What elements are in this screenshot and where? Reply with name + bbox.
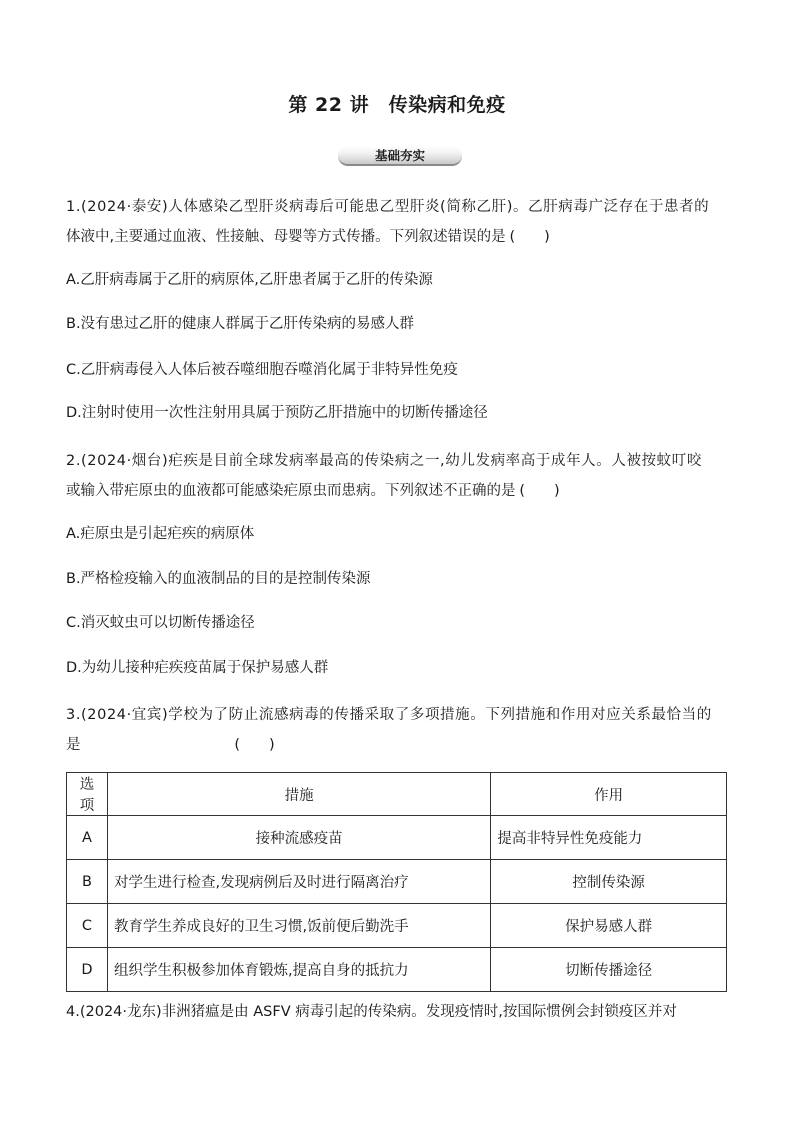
question-4-line-1: 4.(2024·龙东)非洲猪瘟是由 ASFV 病毒引起的传染病。发现疫情时,按国际惯例会封锁疫区并对 xyxy=(66,1004,677,1020)
section-label: 基础夯实 xyxy=(338,146,462,166)
table-cell-measure: 教育学生养成良好的卫生习惯,饭前便后勤洗手 xyxy=(107,904,490,948)
question-2-option-b: B.严格检疫输入的血液制品的目的是控制传染源 xyxy=(66,571,371,587)
question-1-stem-end: 体液中,主要通过血液、性接触、母婴等方式传播。下列叙述错误的是 xyxy=(66,229,506,245)
question-2-line-2 xyxy=(66,481,564,501)
table-cell-measure: 接种流感疫苗 xyxy=(107,816,490,860)
page-title: 第 22 讲 传染病和免疫 xyxy=(288,94,506,116)
question-1-line-2 xyxy=(66,227,554,247)
table-cell-effect: 控制传染源 xyxy=(491,860,727,904)
question-1-option-a: A.乙肝病毒属于乙肝的病原体,乙肝患者属于乙肝的传染源 xyxy=(66,272,433,288)
table-row xyxy=(67,948,727,992)
question-1-line-1: 1.(2024·泰安)人体感染乙型肝炎病毒后可能患乙型肝炎(简称乙肝)。乙肝病毒广泛存在于患者的 xyxy=(66,199,710,215)
question-2-option-c: C.消灭蚊虫可以切断传播途径 xyxy=(66,615,255,631)
question-3-line-1: 3.(2024·宜宾)学校为了防止流感病毒的传播采取了多项措施。下列措施和作用对应关系最恰当的 xyxy=(66,707,712,723)
answer-paren: ( ) xyxy=(509,229,550,245)
table-cell-measure: 对学生进行检查,发现病例后及时进行隔离治疗 xyxy=(107,860,490,904)
table-row xyxy=(67,904,727,948)
table-cell-effect: 保护易感人群 xyxy=(491,904,727,948)
table-cell-option: D xyxy=(67,948,108,992)
table-header-option: 选项 xyxy=(67,773,108,816)
table-cell-option: A xyxy=(67,816,108,860)
table-cell-option: B xyxy=(67,860,108,904)
question-2-option-a: A.疟原虫是引起疟疾的病原体 xyxy=(66,526,255,542)
table-header-effect: 作用 xyxy=(491,773,727,816)
question-3-stem-end: 是 xyxy=(66,737,81,753)
question-1-option-c: C.乙肝病毒侵入人体后被吞噬细胞吞噬消化属于非特异性免疫 xyxy=(66,362,458,378)
table-row xyxy=(67,860,727,904)
question-2-line-1: 2.(2024·烟台)疟疾是目前全球发病率最高的传染病之一,幼儿发病率高于成年人。人被按蚊叮咬 xyxy=(66,453,702,469)
question-3-line-2 xyxy=(66,735,279,755)
table-cell-option: C xyxy=(67,904,108,948)
measures-table xyxy=(66,772,727,992)
table-cell-measure: 组织学生积极参加体育锻炼,提高自身的抵抗力 xyxy=(107,948,490,992)
question-1-option-d: D.注射时使用一次性注射用具属于预防乙肝措施中的切断传播途径 xyxy=(66,405,488,421)
table-header-measure: 措施 xyxy=(107,773,490,816)
table-cell-effect: 切断传播途径 xyxy=(491,948,727,992)
question-2-stem-end: 或输入带疟原虫的血液都可能感染疟原虫而患病。下列叙述不正确的是 xyxy=(66,483,516,499)
table-header-row xyxy=(67,773,727,816)
question-1-option-b: B.没有患过乙肝的健康人群属于乙肝传染病的易感人群 xyxy=(66,316,415,332)
table-row xyxy=(67,816,727,860)
answer-paren: ( ) xyxy=(234,737,275,753)
table-cell-effect: 提高非特异性免疫能力 xyxy=(491,816,727,860)
question-2-option-d: D.为幼儿接种疟疾疫苗属于保护易感人群 xyxy=(66,660,329,676)
answer-paren: ( ) xyxy=(519,483,560,499)
